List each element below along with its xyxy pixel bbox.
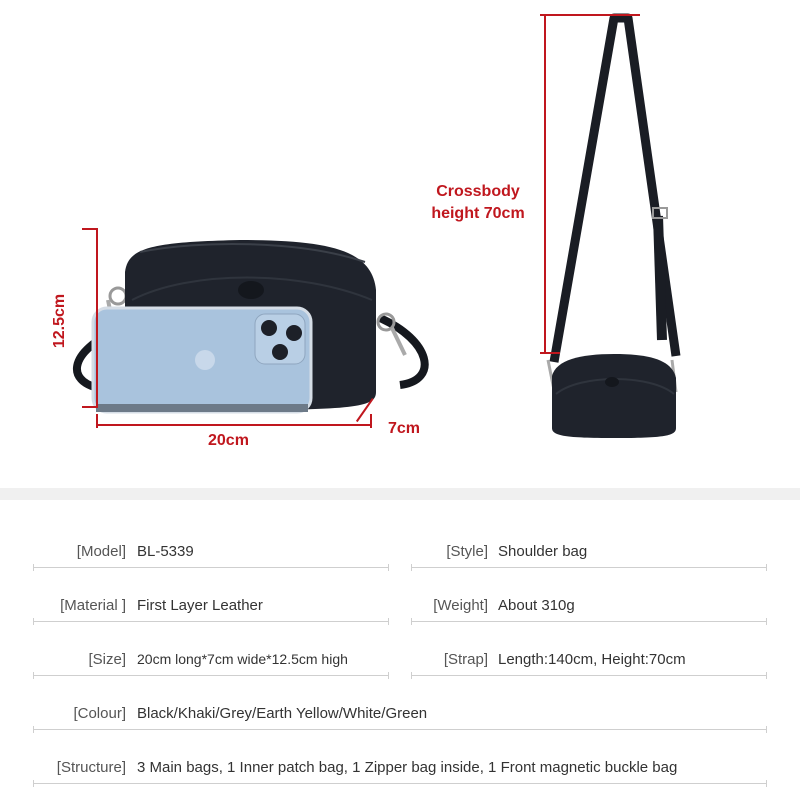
length-dimension-label: 20cm (208, 432, 249, 449)
height-dimension-tick-top (82, 228, 98, 230)
spec-value: 20cm long*7cm wide*12.5cm high (137, 651, 348, 667)
crossbody-height-label (420, 181, 536, 225)
spec-key: [Strap] (443, 651, 488, 668)
spec-key: [Material ] (60, 597, 126, 614)
crossbody-dimension-tick-top (540, 14, 640, 16)
spec-key: [Model] (76, 543, 126, 560)
crossbody-dimension-line (544, 14, 546, 354)
spec-divider (33, 675, 389, 676)
spec-divider (411, 567, 767, 568)
height-dimension-line (96, 228, 98, 408)
crossbody-bag-illustration (530, 10, 700, 450)
crossbody-label-line2: height 70cm (431, 205, 525, 222)
spec-value: About 310g (498, 597, 575, 614)
spec-value: 3 Main bags, 1 Inner patch bag, 1 Zipper bag inside, 1 Front magnetic buckle bag (137, 759, 678, 776)
spec-key: [Style] (446, 543, 488, 560)
spec-value: Length:140cm, Height:70cm (498, 651, 686, 668)
height-dimension-label: 12.5cm (51, 293, 68, 349)
width-dimension-label: 7cm (388, 420, 421, 437)
spec-key: [Weight] (433, 597, 488, 614)
spec-value: Black/Khaki/Grey/Earth Yellow/White/Green (137, 705, 428, 722)
spec-divider (33, 783, 767, 784)
spec-divider (33, 621, 389, 622)
spec-value: BL-5339 (137, 543, 194, 560)
bag-with-phone-illustration (60, 230, 450, 440)
spec-divider (33, 729, 767, 730)
spec-key: [Size] (88, 651, 126, 668)
section-separator (0, 488, 800, 500)
spec-divider (33, 567, 389, 568)
spec-divider (411, 675, 767, 676)
crossbody-label-line1: Crossbody (436, 183, 520, 200)
length-dimension-tick-right (370, 414, 372, 428)
length-dimension-line (96, 424, 372, 426)
spec-key: [Structure] (56, 759, 126, 776)
spec-key: [Colour] (73, 705, 126, 722)
spec-value: Shoulder bag (498, 543, 588, 560)
crossbody-dimension-tick-bottom (540, 352, 560, 354)
spec-value: First Layer Leather (137, 597, 263, 614)
length-dimension-tick-left (96, 414, 98, 428)
height-dimension-tick-bottom (82, 406, 98, 408)
spec-divider (411, 621, 767, 622)
